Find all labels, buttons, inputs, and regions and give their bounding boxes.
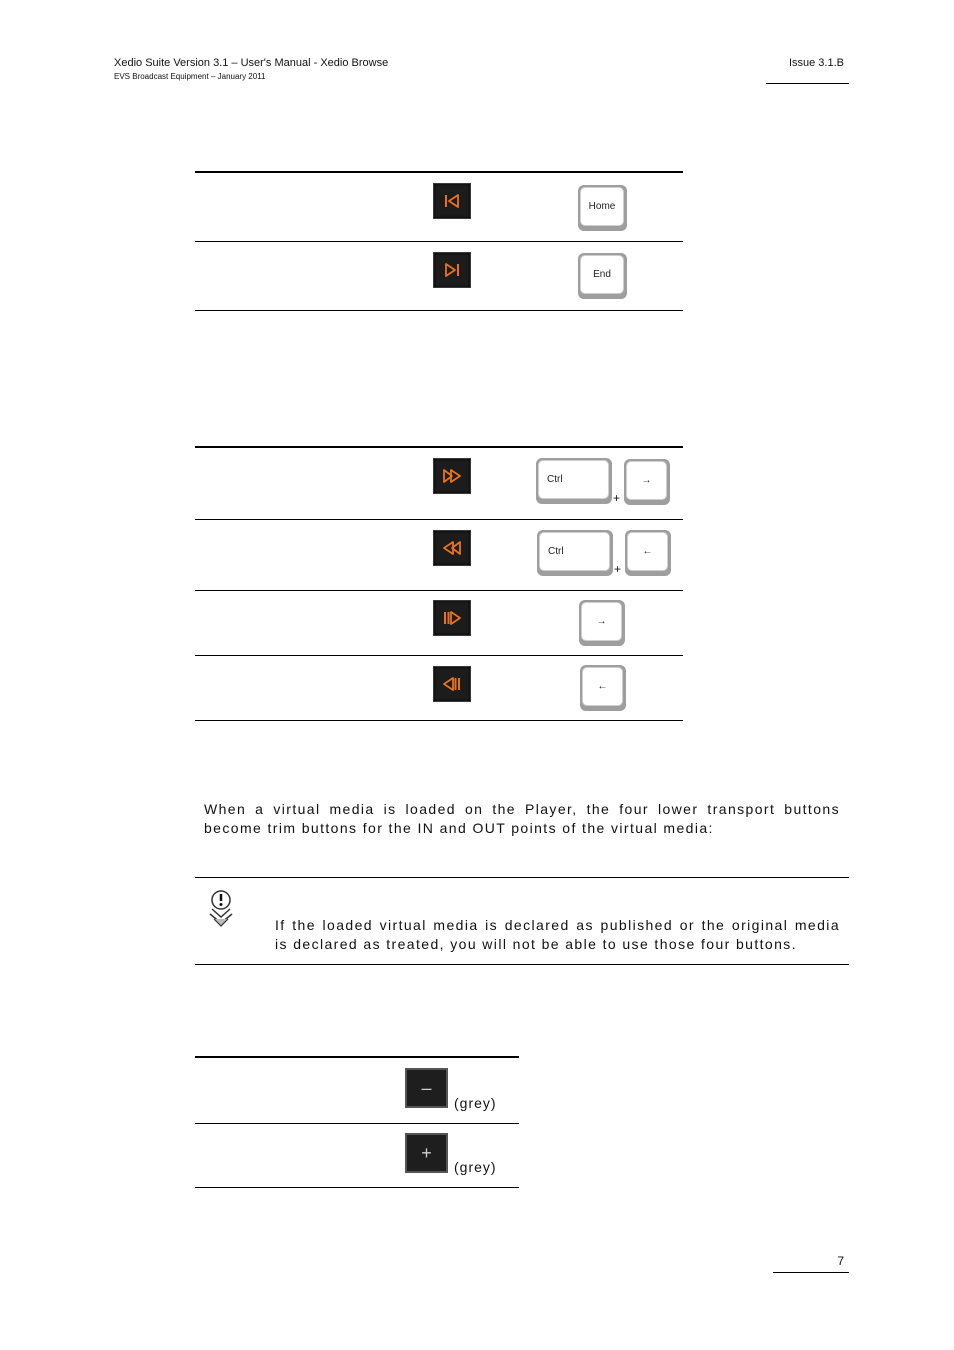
table-row-rule <box>195 590 683 591</box>
header-subtitle: EVS Broadcast Equipment – January 2011 <box>114 72 266 81</box>
header-issue: Issue 3.1.B <box>788 57 844 69</box>
table-row-rule <box>195 1123 519 1124</box>
right-arrow-key <box>579 600 625 646</box>
key-plus: + <box>613 491 621 505</box>
fast-forward-icon <box>441 467 463 485</box>
step-forward-icon <box>442 609 462 627</box>
footer-rule <box>773 1272 849 1273</box>
fast-forward-button <box>433 458 471 494</box>
go-to-start-button <box>433 183 471 219</box>
go-to-end-button <box>433 252 471 288</box>
table-bottom-rule <box>195 1187 519 1188</box>
end-key-label: End <box>580 255 624 294</box>
table-top-rule <box>195 171 683 173</box>
header-rule <box>766 83 849 84</box>
plus-button <box>405 1133 448 1173</box>
grey-label: (grey) <box>454 1095 497 1111</box>
go-to-start-icon <box>442 192 462 210</box>
left-arrow-key <box>625 530 671 576</box>
minus-icon: – <box>421 1077 432 1098</box>
table-bottom-rule <box>195 310 683 311</box>
table-top-rule <box>195 446 683 448</box>
key-plus: + <box>614 562 622 576</box>
right-arrow-key-label: → <box>626 461 667 500</box>
table-row-rule <box>195 241 683 242</box>
ctrl-key <box>536 458 612 504</box>
right-arrow-key <box>624 459 670 505</box>
note-top-rule <box>195 877 849 878</box>
step-backward-icon <box>442 675 462 693</box>
body-paragraph: When a virtual media is loaded on the Player, the four lower transport buttons become trim buttons for the IN and OUT points of the virtual media: <box>204 801 840 836</box>
end-key <box>578 253 627 299</box>
fast-rewind-icon <box>441 539 463 557</box>
ctrl-key <box>537 530 613 576</box>
table-row-rule <box>195 519 683 520</box>
table-row-rule <box>195 655 683 656</box>
ctrl-key-label: Ctrl <box>539 532 610 571</box>
left-arrow-key-label: ← <box>627 532 668 571</box>
fast-rewind-button <box>433 530 471 566</box>
table-bottom-rule <box>195 720 683 721</box>
page-number: 7 <box>837 1254 844 1268</box>
home-key-label: Home <box>580 187 624 226</box>
home-key <box>578 185 627 231</box>
table-top-rule <box>195 1056 519 1058</box>
header-title: Xedio Suite Version 3.1 – User's Manual - Xedio Browse <box>114 57 389 69</box>
important-note-icon <box>204 889 238 934</box>
right-arrow-key-label: → <box>581 602 622 641</box>
note-text: If the loaded virtual media is declared as published or the original media is declared as treated, you will not be able to use those four buttons. <box>275 917 840 952</box>
go-to-end-icon <box>442 261 462 279</box>
left-arrow-key <box>580 665 626 711</box>
step-backward-button <box>433 666 471 702</box>
plus-icon: + <box>421 1142 432 1163</box>
minus-button <box>405 1068 448 1108</box>
ctrl-key-label: Ctrl <box>538 460 609 499</box>
left-arrow-key-label: ← <box>582 667 623 706</box>
step-forward-button <box>433 600 471 636</box>
note-bottom-rule <box>195 964 849 965</box>
grey-label: (grey) <box>454 1159 497 1175</box>
